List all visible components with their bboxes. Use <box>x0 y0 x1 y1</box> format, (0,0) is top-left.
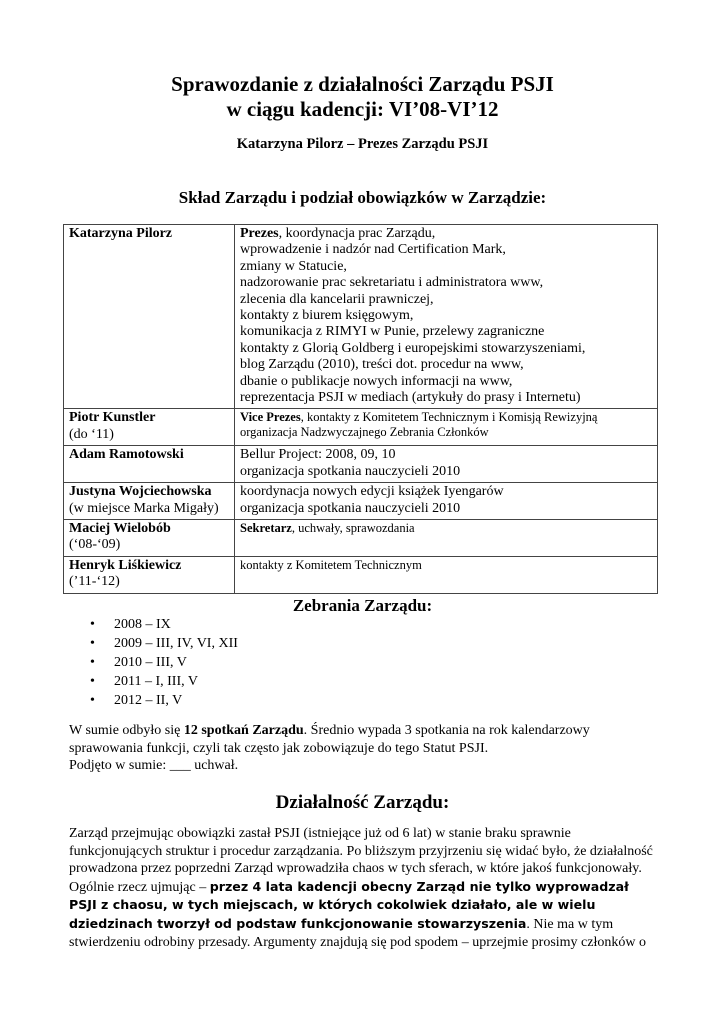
duty-line <box>240 324 652 340</box>
summary-bold: 12 spotkań Zarządu <box>183 723 304 738</box>
duty-line <box>240 357 652 373</box>
member-duties-cell <box>235 225 658 409</box>
duty-line <box>240 410 652 425</box>
duty-text: blog Zarządu (2010), treści dot. procedur na www, <box>240 357 524 373</box>
duty-line <box>240 242 652 258</box>
member-duties-cell <box>235 409 658 446</box>
duty-text: zmiany w Statucie, <box>240 258 347 274</box>
report-title <box>0 72 725 122</box>
duty-text: organizacja spotkania nauczycieli 2010 <box>240 500 461 516</box>
list-item: • 2010 – III, V <box>90 653 238 672</box>
duty-line <box>240 308 652 324</box>
member-name-cell <box>64 556 235 593</box>
duty-text: kontakty z biurem księgowym, <box>240 308 414 324</box>
duty-text: nadzorowanie prac sekretariatu i administratora www, <box>240 275 544 291</box>
activity-bold: przez 4 lata kadencji obecny Zarząd nie tylko wyprowadzał PSJI z chaosu, w tych miejscach, w których cokolwiek działało, ale w wielu dziedzinach tworzył od podstaw funkcjonowanie stowarzyszenia <box>69 878 629 931</box>
list-item: • 2009 – III, IV, VI, XII <box>90 634 238 653</box>
member-name: Katarzyna Pilorz <box>69 226 173 241</box>
activity-heading: Działalność Zarządu: <box>275 792 450 813</box>
duty-line <box>240 292 652 308</box>
member-name-cell <box>64 225 235 409</box>
duty-line <box>240 390 652 406</box>
summary-paragraph <box>69 722 659 775</box>
activity-paragraph <box>69 825 659 951</box>
duty-line <box>240 226 652 242</box>
duty-line <box>240 521 652 536</box>
table-row <box>64 225 658 409</box>
duty-line <box>240 259 652 275</box>
duty-line <box>240 447 652 463</box>
duty-line <box>240 558 652 573</box>
summary-text: W sumie odbyło się <box>69 723 184 738</box>
member-name: Piotr Kunstler <box>69 410 156 426</box>
duty-text: , koordynacja prac Zarządu, <box>278 226 436 241</box>
member-name-cell <box>64 519 235 556</box>
member-name: Henryk Liśkiewicz <box>69 557 182 573</box>
board-table <box>63 224 658 594</box>
duty-text: kontakty z Komitetem Technicznym <box>240 557 422 572</box>
table-row <box>64 446 658 483</box>
duty-line <box>240 275 652 291</box>
duty-text: , uchwały, sprawozdania <box>291 520 415 535</box>
member-duties-cell <box>235 556 658 593</box>
author-line: Katarzyna Pilorz – Prezes Zarządu PSJI <box>236 136 489 152</box>
member-name-cell <box>64 483 235 520</box>
summary-text-end: . Średnio wypada 3 spotkania na rok kalendarzowy sprawowania funkcji, czyli tak często jak zobowiązuje do tego Statut PSJI. <box>69 723 590 756</box>
member-name: Adam Ramotowski <box>69 447 184 463</box>
duty-line <box>240 341 652 357</box>
board-heading: Skład Zarządu i podział obowiązków w Zarządzie: <box>178 188 547 207</box>
member-duties-cell <box>235 483 658 520</box>
member-name: Maciej Wielobób <box>69 520 171 536</box>
table-row <box>64 556 658 593</box>
duty-text: wprowadzenie i nadzór nad Certification Mark, <box>240 242 506 258</box>
duty-line <box>240 425 652 440</box>
duty-text: Bellur Project: 2008, 09, 10 <box>240 447 396 463</box>
member-name-cell <box>64 446 235 483</box>
duty-text: komunikacja z RIMYI w Punie, przelewy zagraniczne <box>240 324 545 340</box>
member-note: (‘08-‘09) <box>69 537 121 553</box>
report-title-line-2: w ciągu kadencji: VI’08-VI’12 <box>226 97 499 121</box>
table-row <box>64 519 658 556</box>
activity-text: Zarząd przejmując obowiązki zastał PSJI (istniejące już od 6 lat) w stanie braku sprawnie funkcjonujących struktur i procedur zarządzania. Po bliższym przyjrzeniu się widać było, że działalność prowadzona przez poprzedni Zarząd wprowadziła chaos w tych sferach, w które jakoś funkcjonowały. Ogólnie rzecz ujmując – <box>69 826 653 895</box>
table-row <box>64 409 658 446</box>
member-role: Vice Prezes <box>240 410 301 425</box>
duty-text: , kontakty z Komitetem Technicznym i Komisją Rewizyjną <box>300 410 598 425</box>
duty-text: reprezentacja PSJI w mediach (artykuły do prasy i Internetu) <box>240 390 581 406</box>
member-duties-cell <box>235 446 658 483</box>
duty-text: organizacja spotkania nauczycieli 2010 <box>240 463 461 479</box>
member-note: (do ‘11) <box>69 426 114 442</box>
member-role: Prezes <box>240 226 279 241</box>
list-item: • 2012 – II, V <box>90 691 238 710</box>
list-item: • 2008 – IX <box>90 615 238 634</box>
list-item: • 2011 – I, III, V <box>90 672 238 691</box>
duty-line <box>240 484 652 500</box>
member-note: (w miejsce Marka Migały) <box>69 500 219 516</box>
duty-line <box>240 374 652 390</box>
duty-line <box>240 501 652 517</box>
member-role: Sekretarz <box>240 520 292 535</box>
report-title-line-1: Sprawozdanie z działalności Zarządu PSJI <box>171 72 554 96</box>
member-note: (’11-‘12) <box>69 574 120 590</box>
duty-text: zlecenia dla kancelarii prawniczej, <box>240 291 434 307</box>
activity-text-end: . Nie ma w tym stwierdzeniu odrobiny przesady. Argumenty znajdują się pod spodem – uprzejmie prosimy członków o <box>69 916 646 950</box>
meetings-heading: Zebrania Zarządu: <box>292 596 433 615</box>
resolutions-line: Podjęto w sumie: ___ uchwał. <box>69 758 239 773</box>
duty-text: kontakty z Glorią Goldberg i europejskimi stowarzyszeniami, <box>240 340 586 356</box>
member-name-cell <box>64 409 235 446</box>
member-duties-cell <box>235 519 658 556</box>
duty-line <box>240 464 652 480</box>
table-row <box>64 483 658 520</box>
duty-text: dbanie o publikacje nowych informacji na www, <box>240 373 513 389</box>
duty-text: organizacja Nadzwyczajnego Zebrania Członków <box>240 424 489 439</box>
member-name: Justyna Wojciechowska <box>69 484 212 500</box>
duty-text: koordynacja nowych edycji książek Iyengarów <box>240 484 504 500</box>
meetings-list <box>90 615 238 710</box>
